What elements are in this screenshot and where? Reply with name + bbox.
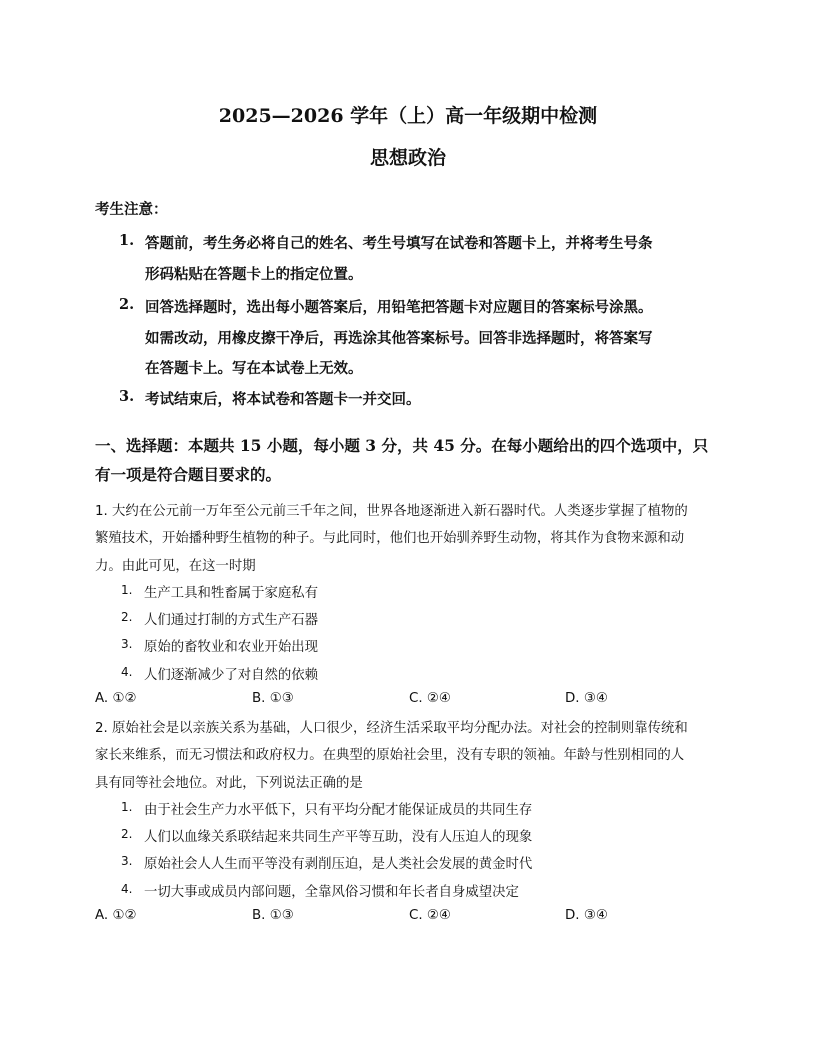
notice-item-number: 1.: [119, 232, 135, 249]
question-stem-line: 家长来维系，而无习惯法和政府权力。在典型的原始社会里，没有专职的领袖。年龄与性别相同的人: [95, 748, 685, 763]
option-number: 1.: [121, 583, 133, 597]
option-number: 4.: [121, 882, 133, 896]
answer-choice-d: D. ③④: [565, 908, 608, 923]
option-number: 2.: [121, 610, 133, 624]
answer-choice-a: A. ①②: [95, 691, 137, 706]
section-heading: 一、选择题：本题共 15 小题，每小题 3 分，共 45 分。在每小题给出的四个选项中，只: [95, 436, 709, 455]
option-number: 3.: [121, 637, 133, 651]
notice-item-number: 3.: [119, 388, 135, 405]
option-number: 2.: [121, 827, 133, 841]
question-stem-line: 繁殖技术，开始播种野生植物的种子。与此同时，他们也开始驯养野生动物，将其作为食物来源和动: [95, 531, 685, 546]
subject-title: 思想政治: [369, 147, 446, 169]
question-stem-line: 2. 原始社会是以亲族关系为基础，人口很少，经济生活采取平均分配办法。对社会的控制则靠传统和: [95, 721, 688, 736]
answer-choice-c: C. ②④: [409, 691, 451, 706]
notice-heading: 考生注意：: [95, 201, 168, 218]
option-text: 人们以血缘关系联结起来共同生产平等互助，没有人压迫人的现象: [144, 830, 533, 845]
option-number: 3.: [121, 854, 133, 868]
answer-choice-b: B. ①③: [252, 908, 294, 923]
question-stem-line: 力。由此可见，在这一时期: [95, 559, 256, 574]
option-text: 生产工具和牲畜属于家庭私有: [144, 586, 319, 601]
section-heading: 有一项是符合题目要求的。: [95, 465, 282, 484]
option-number: 1.: [121, 800, 133, 814]
notice-item-number: 2.: [119, 296, 135, 313]
answer-choice-b: B. ①③: [252, 691, 294, 706]
answer-choice-c: C. ②④: [409, 908, 451, 923]
notice-item-line: 考试结束后，将本试卷和答题卡一并交回。: [145, 391, 421, 408]
option-text: 原始社会人人生而平等没有剥削压迫，是人类社会发展的黄金时代: [144, 857, 533, 872]
notice-item-line: 回答选择题时，选出每小题答案后，用铅笔把答题卡对应题目的答案标号涂黑。: [145, 299, 653, 316]
option-text: 原始的畜牧业和农业开始出现: [144, 640, 319, 655]
option-text: 人们逐渐减少了对自然的依赖: [144, 668, 319, 683]
answer-choice-d: D. ③④: [565, 691, 608, 706]
notice-item-line: 如需改动，用橡皮擦干净后，再选涂其他答案标号。回答非选择题时，将答案写: [145, 330, 653, 347]
notice-item-line: 形码粘贴在答题卡上的指定位置。: [145, 266, 363, 283]
question-stem-line: 具有同等社会地位。对此，下列说法正确的是: [95, 776, 363, 791]
option-text: 人们通过打制的方式生产石器: [144, 613, 319, 628]
option-number: 4.: [121, 665, 133, 679]
question-stem-line: 1. 大约在公元前一万年至公元前三千年之间，世界各地逐渐进入新石器时代。人类逐步掌握了植物的: [95, 504, 688, 519]
notice-item-line: 答题前，考生务必将自己的姓名、考生号填写在试卷和答题卡上，并将考生号条: [145, 235, 653, 252]
notice-item-line: 在答题卡上。写在本试卷上无效。: [145, 360, 363, 377]
option-text: 一切大事或成员内部问题，全靠风俗习惯和年长者自身威望决定: [144, 885, 519, 900]
answer-choice-a: A. ①②: [95, 908, 137, 923]
exam-title: 2025—2026 学年（上）高一年级期中检测: [218, 105, 598, 127]
option-text: 由于社会生产力水平低下，只有平均分配才能保证成员的共同生存: [144, 803, 533, 818]
